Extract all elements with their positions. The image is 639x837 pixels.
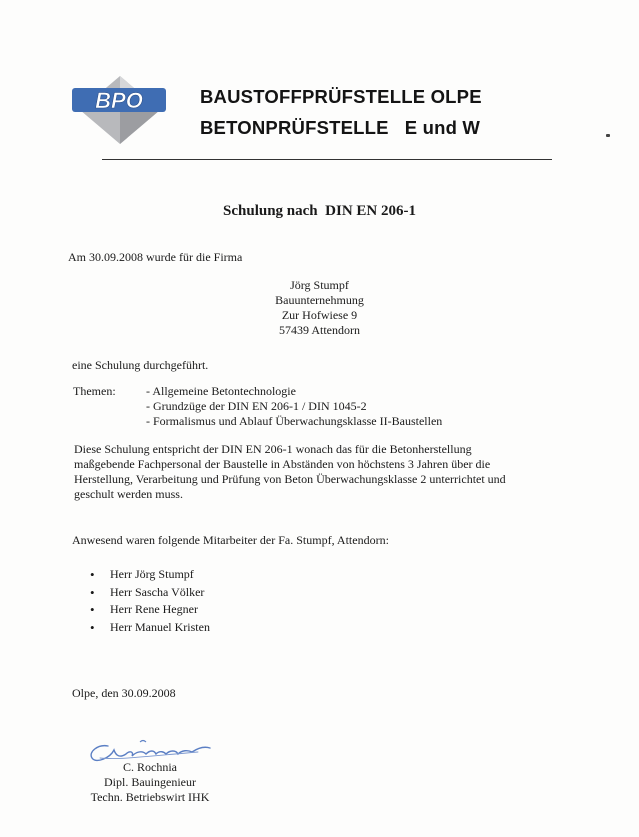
scan-speck: [606, 134, 610, 137]
address-city: 57439 Attendorn: [279, 323, 360, 337]
list-item: • Herr Sascha Völker: [90, 584, 210, 602]
paragraph-line: Diese Schulung entspricht der DIN EN 206-1 wonach das für die Betonherstellung: [74, 442, 472, 456]
signatory-title-2: Techn. Betriebswirt IHK: [90, 790, 210, 804]
place-date: Olpe, den 30.09.2008: [72, 686, 176, 700]
training-done-text: eine Schulung durchgeführt.: [72, 358, 209, 372]
header-rule: [102, 159, 552, 160]
address-street: Zur Hofwiese 9: [281, 308, 358, 322]
compliance-paragraph: [74, 442, 554, 502]
list-item: • Herr Rene Hegner: [90, 601, 210, 619]
list-item: • Herr Jörg Stumpf: [90, 566, 210, 584]
address-company: Bauunternehmung: [275, 293, 364, 307]
signatory-title-1: Dipl. Bauingenieur: [104, 775, 196, 789]
intro-text: Am 30.09.2008 wurde für die Firma: [68, 250, 243, 264]
topic-item: - Grundzüge der DIN EN 206-1 / DIN 1045-2: [146, 399, 367, 413]
topics-label: Themen:: [73, 384, 116, 398]
letterhead-line-2: BETONPRÜFSTELLE E und W: [200, 117, 481, 138]
letterhead-line-1: BAUSTOFFPRÜFSTELLE OLPE: [200, 86, 482, 107]
paragraph-line: geschult werden muss.: [74, 487, 183, 501]
list-item: • Herr Manuel Kristen: [90, 619, 210, 637]
paragraph-line: Herstellung, Verarbeitung und Prüfung von Beton Überwachungsklasse 2 unterrichtet und: [74, 472, 506, 486]
paragraph-line: maßgebende Fachpersonal der Baustelle in Abständen von höchstens 3 Jahren über die: [74, 457, 491, 471]
bpo-logo: [72, 74, 168, 146]
topic-item: - Formalismus und Ablauf Überwachungsklasse II-Baustellen: [146, 414, 443, 428]
attendees-intro: Anwesend waren folgende Mitarbeiter der Fa. Stumpf, Attendorn:: [72, 533, 389, 547]
attendee-list: [90, 566, 210, 636]
svg-text:BPO: BPO: [95, 88, 143, 113]
address-name: Jörg Stumpf: [290, 278, 349, 292]
topic-item: - Allgemeine Betontechnologie: [146, 384, 296, 398]
document-title: Schulung nach DIN EN 206-1: [223, 203, 416, 219]
signatory-name: C. Rochnia: [123, 760, 177, 774]
